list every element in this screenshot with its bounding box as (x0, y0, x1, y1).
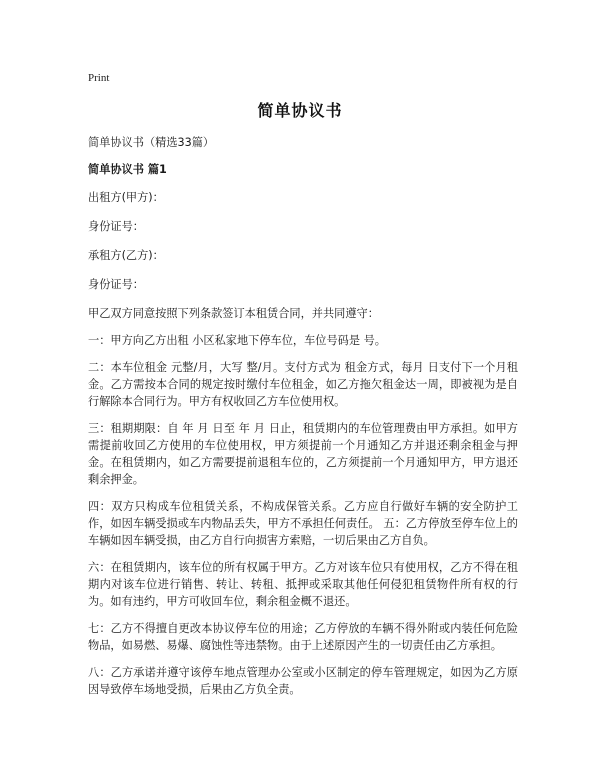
lessee-id-field: 身份证号： (88, 278, 144, 291)
paragraph-clause-3: 三：租期期限：自 年 月 日至 年 月 日止，租赁期内的车位管理费由甲方承担。如甲方需提前收回乙方使用的车位使用权，甲方须提前一个月通知乙方并退还剩余租金与押金。在租赁期内，如乙方需要提前退租车位的，乙方须提前一个月通知甲方，甲方退还剩余押金。 (88, 422, 518, 486)
section-heading: 简单协议书 篇1 (88, 163, 167, 176)
document-title: 简单协议书 (257, 101, 343, 120)
paragraph-clause-7: 七：乙方不得擅自更改本协议停车位的用途；乙方停放的车辆不得外附或内装任何危险物品，如易燃、易爆、腐蚀性等违禁物。由于上述原因产生的一切责任由乙方承担。 (88, 622, 518, 652)
paragraph-intro: 甲乙双方同意按照下列条款签订本租赁合同，并共同遵守： (88, 307, 379, 320)
lessee-field: 承租方(乙方)： (88, 249, 164, 262)
paragraph-clause-6: 六：在租赁期内，该车位的所有权属于甲方。乙方对该车位只有使用权，乙方不得在租期内对该车位进行销售、转让、转租、抵押或采取其他任何侵犯租赁物件所有权的行为。如有违约，甲方可收回车位，剩余租金概不退还。 (88, 561, 518, 608)
print-label[interactable]: Print (88, 72, 110, 84)
paragraph-clause-8: 八：乙方承诺并遵守该停车地点管理办公室或小区制定的停车管理规定，如因为乙方原因导致停车场地受损，后果由乙方负全责。 (88, 666, 518, 696)
paragraph-clause-1: 一：甲方向乙方出租 小区私家地下停车位，车位号码是 号。 (88, 334, 386, 347)
lessor-field: 出租方(甲方)： (88, 191, 164, 204)
document-subtitle: 简单协议书（精选33篇） (88, 136, 215, 149)
document-body (88, 134, 518, 708)
paragraph-clause-4: 四：双方只构成车位租赁关系，不构成保管关系。乙方应自行做好车辆的安全防护工作，如因车辆受损或车内物品丢失，甲方不承担任何责任。 五：乙方停放至停车位上的车辆如因车辆受损，由乙方自行向损害方索赔，一切后果由乙方自负。 (88, 500, 518, 547)
lessor-id-field: 身份证号： (88, 220, 144, 233)
paragraph-clause-2: 二：本车位租金 元整/月，大写 整/月。支付方式为 租金方式，每月 日支付下一个月租金。乙方需按本合同的规定按时缴付车位租金，如乙方拖欠租金达一周，即被视为是自行解除本合同行为。甲方有权收回乙方车位使用权。 (88, 361, 518, 408)
